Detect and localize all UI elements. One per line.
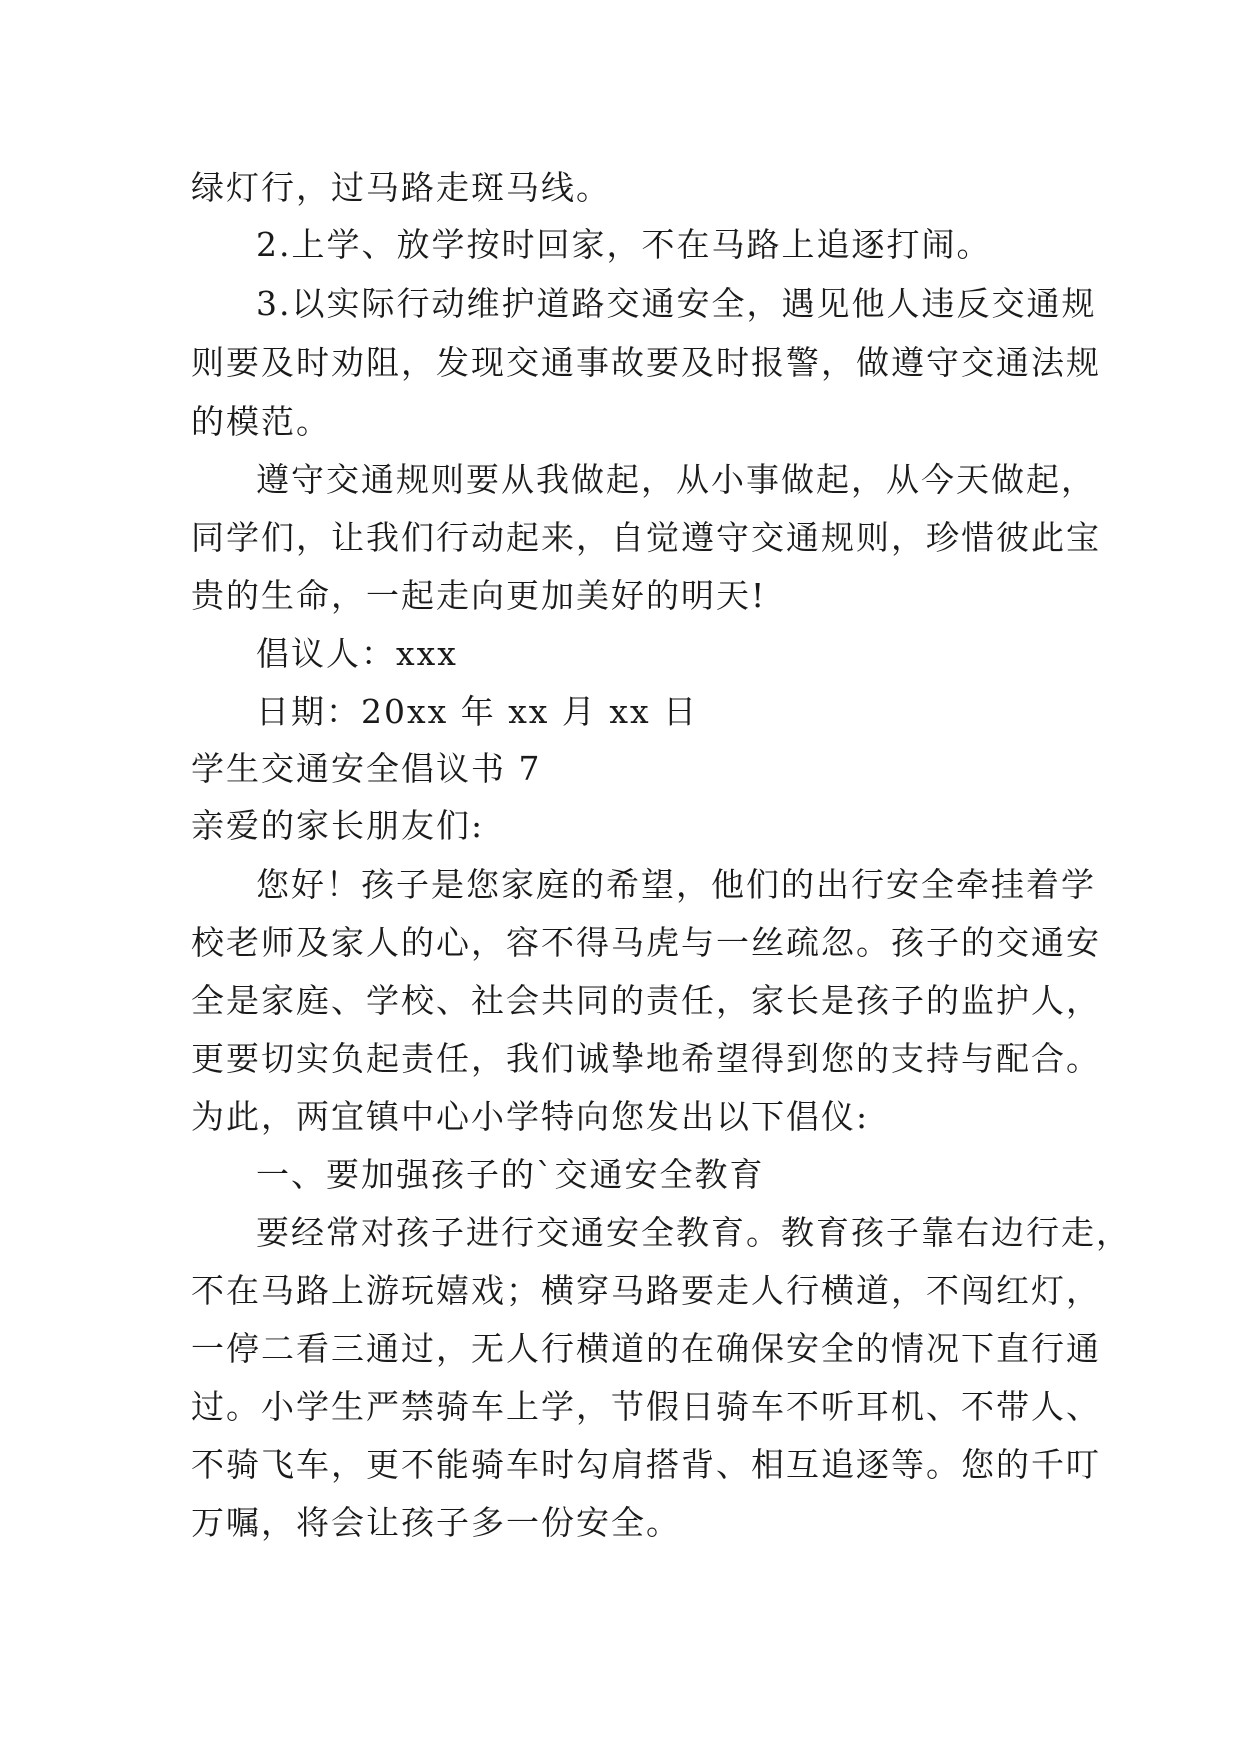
salutation: 亲爱的家长朋友们: [191, 806, 485, 845]
text-line: 校老师及家人的心，容不得马虎与一丝疏忽。孩子的交通安 [191, 923, 1101, 962]
text-line: 为此，两宜镇中心小学特向您发出以下倡仪: [191, 1097, 870, 1136]
text-line: 一停二看三通过，无人行横道的在确保安全的情况下直行通 [191, 1329, 1101, 1368]
text-line: 2.上学、放学按时回家，不在马路上追逐打闹。 [256, 225, 992, 264]
date-line: 日期：20xx 年 xx 月 xx 日 [256, 692, 699, 731]
subheading: 一、要加强孩子的`交通安全教育 [256, 1155, 765, 1194]
text-line: 您好！孩子是您家庭的希望，他们的出行安全牵挂着学 [256, 865, 1096, 904]
signatory-line: 倡议人：xxx [256, 634, 458, 673]
text-line: 绿灯行，过马路走斑马线。 [191, 168, 611, 207]
text-line: 万嘱，将会让孩子多一份安全。 [191, 1503, 681, 1542]
text-line: 不在马路上游玩嬉戏；横穿马路要走人行横道，不闯红灯， [191, 1271, 1101, 1310]
text-line: 同学们，让我们行动起来，自觉遵守交通规则，珍惜彼此宝 [191, 518, 1101, 557]
section-title: 学生交通安全倡议书 7 [191, 749, 542, 788]
text-line: 更要切实负起责任，我们诚挚地希望得到您的支持与配合。 [191, 1039, 1101, 1078]
text-line: 不骑飞车，更不能骑车时勾肩搭背、相互追逐等。您的千叮 [191, 1445, 1101, 1484]
text-line: 遵守交通规则要从我做起，从小事做起，从今天做起， [256, 460, 1096, 499]
text-line: 要经常对孩子进行交通安全教育。教育孩子靠右边行走， [256, 1213, 1131, 1252]
text-line: 3.以实际行动维护道路交通安全，遇见他人违反交通规 [256, 284, 1097, 323]
text-line: 过。小学生严禁骑车上学，节假日骑车不听耳机、不带人、 [191, 1387, 1101, 1426]
text-line: 全是家庭、学校、社会共同的责任，家长是孩子的监护人， [191, 981, 1101, 1020]
text-line: 则要及时劝阻，发现交通事故要及时报警，做遵守交通法规 [191, 343, 1101, 382]
text-line: 的模范。 [191, 402, 331, 441]
text-line: 贵的生命，一起走向更加美好的明天! [191, 576, 767, 615]
